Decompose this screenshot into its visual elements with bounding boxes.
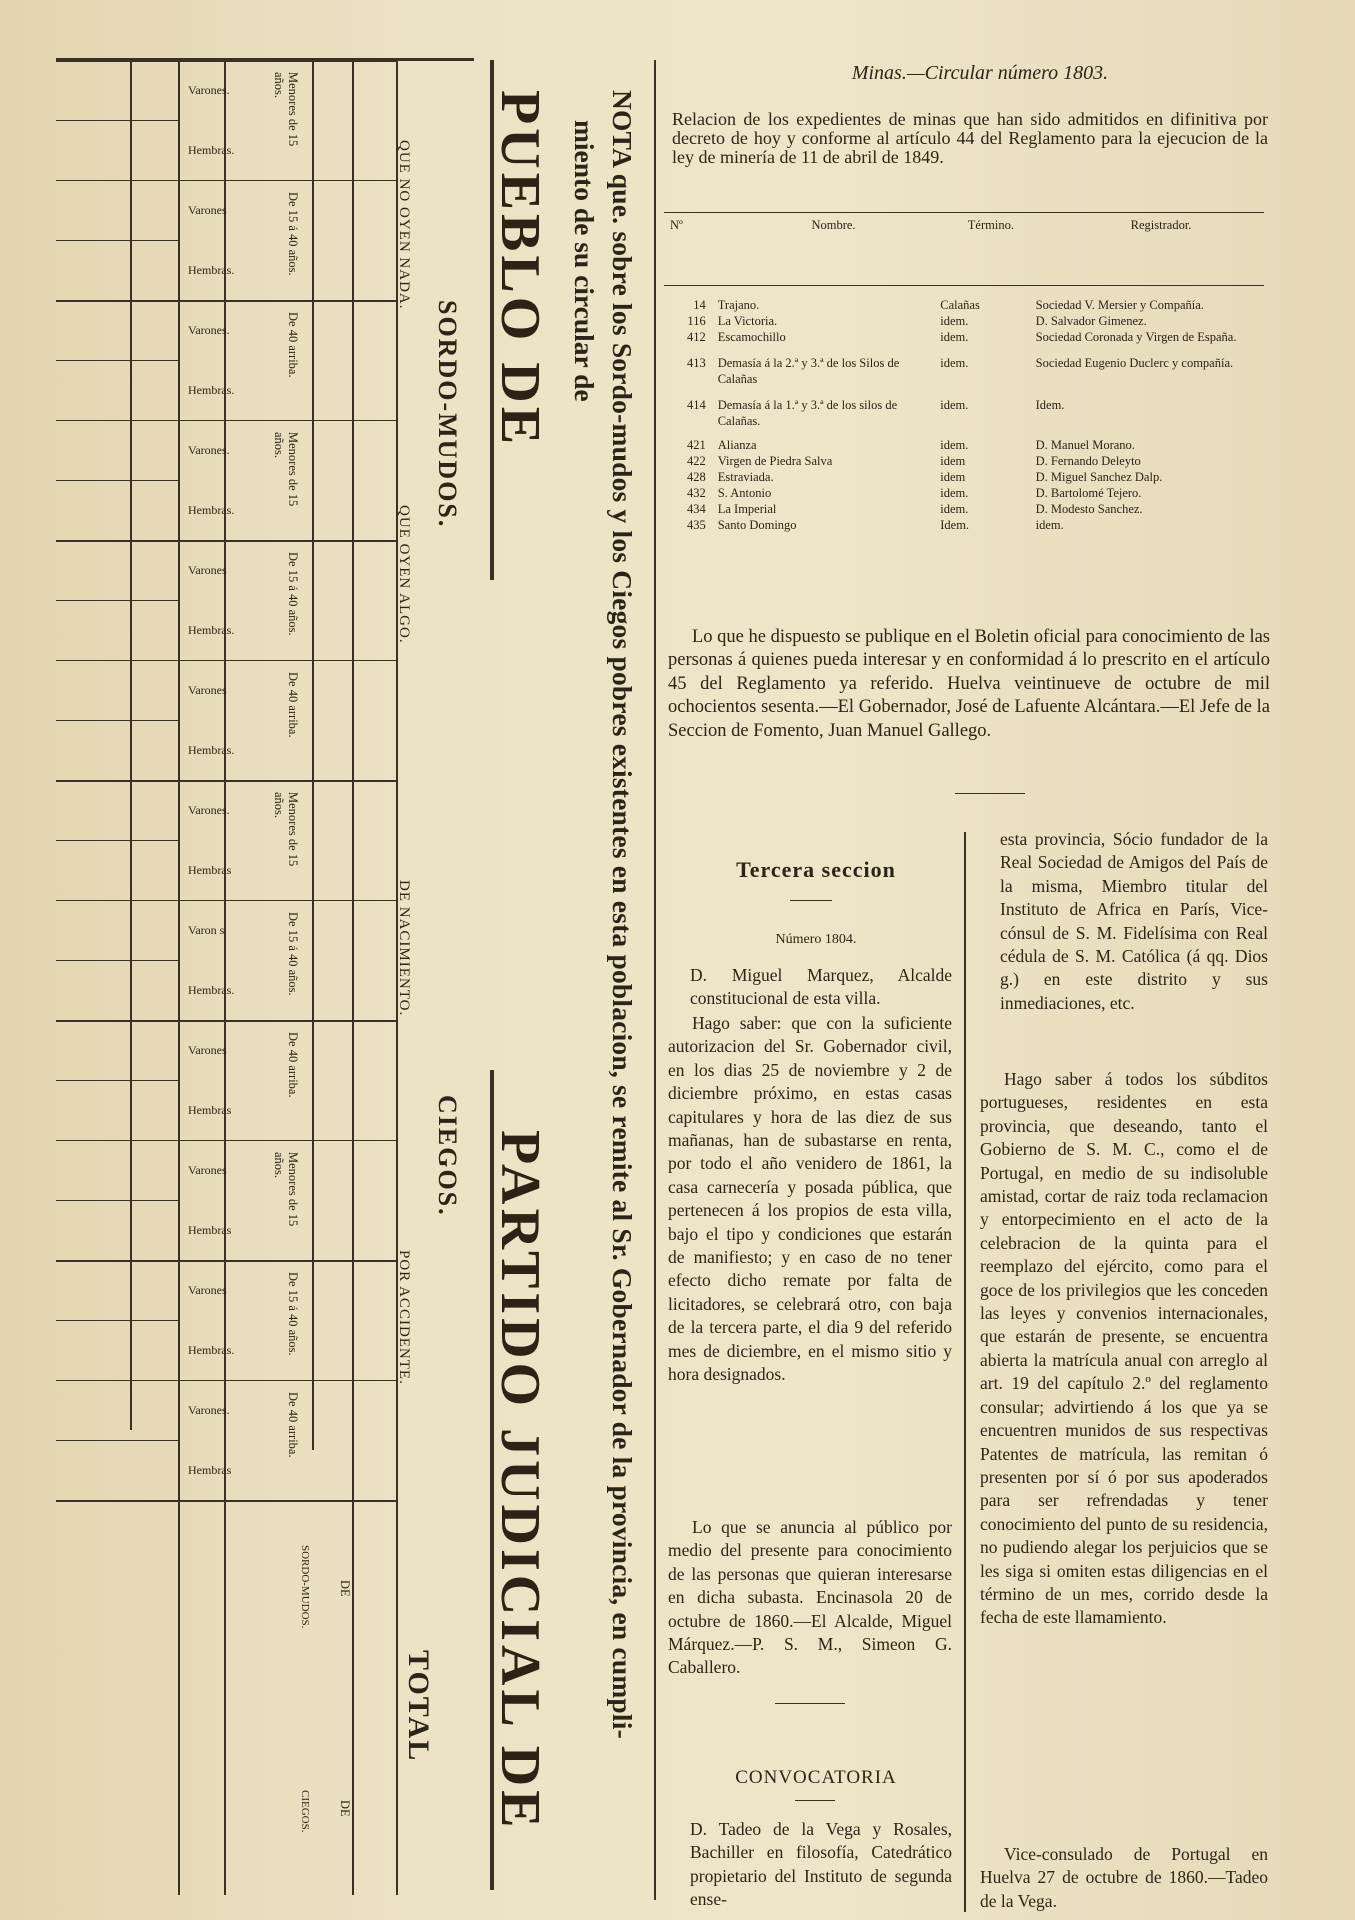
age-group-label: De 40 arriba. [286, 1392, 300, 1458]
grid-row-line [56, 1320, 180, 1321]
partido-title: PARTIDO JUDICIAL DE [489, 1130, 551, 1832]
right-p1: esta provincia, Sócio fundador de la Real Sociedad de Amigos del País de la misma, Miembro titular del Instituto de Africa en París, Vice-cónsul de S. M. Fidelísima con Real cédula de S. M. Católica (á qq. Dios g.) en este distrito y sus inmediaciones, etc. [1000, 829, 1268, 1013]
table-cell-termino: idem. [940, 438, 969, 452]
table-row-label: Hembras. [188, 143, 235, 157]
age-group-label: Menores de 15 años. [272, 1152, 300, 1227]
table-row-label: Hembras [188, 1463, 232, 1477]
table-cell-termino: idem. [940, 398, 969, 412]
tercera-heading: Tercera seccion [736, 857, 896, 882]
header-no: Nº [670, 218, 683, 232]
table-row [664, 330, 1284, 346]
table-cell-registrador: D. Salvador Gimenez. [1035, 314, 1147, 328]
table-cell-nombre: La Imperial [717, 502, 777, 516]
age-group-label: De 15 á 40 años. [286, 552, 300, 636]
table-row-label: Hembras [188, 1103, 232, 1117]
table-row-label: Varon s [188, 923, 225, 937]
table-cell-termino: idem [940, 454, 966, 468]
table-cell-n: 428 [686, 470, 706, 484]
table-row-label: Varones. [188, 83, 230, 97]
table-cell-registrador: idem. [1035, 518, 1064, 532]
grid-row-line [56, 420, 396, 421]
table-cell-n: 435 [686, 518, 706, 532]
table-cell-n: 422 [686, 454, 706, 468]
table-row-label: Varones [188, 1043, 227, 1057]
table-cell-termino: idem. [940, 486, 969, 500]
table-cell-termino: Calañas [940, 298, 980, 312]
table-cell-nombre: Santo Domingo [717, 518, 797, 532]
grid-row-line [56, 840, 180, 841]
nota-line-1: NOTA que. sobre los Sordo-mudos y los Ciegos pobres existentes en esta poblacion, se remite al Sr. Gobernador de la provincia, en cumpli- [607, 90, 638, 1739]
grid-row-line [56, 1440, 180, 1441]
tercera-p2: Hago saber: que con la suficiente autorizacion del Sr. Gobernador civil, en los dias 25 de noviembre y 2 de diciembre próximo, en estas casas capitulares y hora de las diez de sus mañanas, han de subastarse en renta, por todo el año venidero de 1861, la casa carnecería y posada pública, que pertenecen á los propios de esta villa, bajo el tipo y condiciones que estarán de manifiesto; y en caso de no tener efecto dicho remate por falta de licitadores, se celebrará otro, con baja de la tercera parte, el dia 9 del referido mes de diciembre, en el mismo sitio y hora designados. [668, 1013, 952, 1385]
de-label: DE [338, 1580, 352, 1597]
age-group-label: De 40 arriba. [286, 1032, 300, 1098]
table-cell-n: 434 [686, 502, 706, 516]
table-row-label: Hembras. [188, 263, 235, 277]
table-cell-n: 14 [693, 298, 706, 312]
total-ciegos-label: CIEGOS. [299, 1790, 311, 1833]
nota-line-2: miento de su circular de [569, 120, 600, 402]
table-row-label: Hembras. [188, 983, 235, 997]
table-cell-termino: Idem. [940, 518, 970, 532]
table-row-label: Hembras. [188, 383, 235, 397]
table-row-label: Varones [188, 563, 227, 577]
grid-col-line [352, 60, 354, 1895]
grid-row-line [56, 600, 180, 601]
table-row-label: Hembras. [188, 503, 235, 517]
table-cell-registrador: Sociedad Eugenio Duclerc y compañía. [1035, 356, 1234, 370]
grid-row-line [56, 1380, 396, 1381]
table-row-label: Hembras. [188, 743, 235, 757]
total-sordomudos-label: SORDO-MUDOS. [299, 1545, 311, 1629]
table-row [664, 518, 1284, 534]
ciegos-title: CIEGOS. [433, 1095, 462, 1217]
column-divider [964, 832, 966, 1912]
age-group-label: De 15 á 40 años. [286, 912, 300, 996]
tercera-p3: Lo que se anuncia al público por medio del presente para conocimiento de las personas que quieran interesarse en dicha subasta. Encinasola 20 de octubre de 1860.—El Alcalde, Miguel Márquez.—P. S. M., Simeon G. Caballero. [668, 1517, 952, 1678]
table-rule [664, 285, 1264, 286]
right-p2: Hago saber á todos los súbditos portugueses, residentes en esta provincia, que deseando, tanto el Gobierno de S. M. C., como el de Portugal, en medio de su indisoluble amistad, cortar de raiz toda reclamacion y entorpecimiento en el acto de la celebracion de la quinta para el reemplazo del ejército, como para el goce de los privilegios que les conceden las leyes y convenios internacionales, que estarán de presente, se encuentra abierta la matrícula anual con arreglo al art. 19 del capítulo 2.º del reglamento consular; advirtiendo á los que ya se encuentren munidos de sus respectivas Patentes de matrícula, las remitan ó presenten por sí ó por sus apoderados para ser refrendadas y tener conocimiento del punto de su residencia, no pudiendo alegar los perjuicios que se les siga si omiten estas diligencias en el término de un mes, corrido desde la fecha de este llamamiento. [980, 1069, 1268, 1628]
grid-row-line [56, 1140, 396, 1141]
de-nacimiento-label: DE NACIMIENTO. [396, 880, 412, 1017]
minas-heading: Minas.—Circular número 1803. [851, 62, 1109, 84]
minas-closing: Lo que he dispuesto se publique en el Boletin oficial para conocimiento de las personas á quienes pueda interesar y en conformidad á lo prescrito en el artículo 45 del Reglamento ya referido. Huelva veintinueve de octubre de mil ochocientos sesenta.—El Gobernador, José de Lafuente Alcántara.—El Jefe de la Seccion de Fomento, Juan Manuel Gallego. [668, 627, 1270, 741]
grid-row-line [56, 1020, 396, 1022]
grid-col-line [178, 60, 180, 1895]
table-cell-nombre: Alianza [717, 438, 757, 452]
table-row-label: Hembras. [188, 1343, 235, 1357]
table-cell-nombre: La Victoria. [717, 314, 778, 328]
age-group-label: De 40 arriba. [286, 672, 300, 738]
table-row-label: Hembras [188, 1223, 232, 1237]
table-row [664, 502, 1284, 518]
age-group-label: De 15 á 40 años. [286, 1272, 300, 1356]
table-cell-n: 421 [686, 438, 706, 452]
short-rule [775, 1703, 845, 1704]
total-title: TOTAL [402, 1650, 435, 1763]
column-divider [654, 60, 656, 1900]
table-cell-registrador: Sociedad V. Mersier y Compañía. [1035, 298, 1204, 312]
table-cell-registrador: Sociedad Coronada y Virgen de España. [1035, 330, 1237, 344]
grid-col-line [312, 60, 314, 1450]
table-cell-nombre: Demasía á la 2.ª y 3.ª de los Silos de Calañas [717, 356, 900, 386]
table-row [664, 470, 1284, 486]
header-termino: Término. [967, 218, 1014, 232]
grid-row-line [56, 480, 180, 481]
table-header [664, 218, 1284, 234]
table-row [664, 356, 1284, 387]
tercera-numero: Número 1804. [775, 932, 857, 947]
short-rule [795, 1800, 835, 1801]
grid-row-line [56, 1500, 396, 1502]
table-cell-termino: idem [940, 470, 966, 484]
grid-col-line [130, 60, 132, 1430]
right-p3: Vice-consulado de Portugal en Huelva 27 de octubre de 1860.—Tadeo de la Vega. [980, 1844, 1268, 1911]
grid-row-line [56, 360, 180, 361]
table-cell-nombre: Escamochillo [717, 330, 786, 344]
grid-row-line [56, 660, 396, 661]
grid-row-line [56, 780, 396, 782]
table-cell-registrador: D. Fernando Deleyto [1035, 454, 1141, 468]
grid-row-line [56, 720, 180, 721]
table-cell-registrador: D. Manuel Morano. [1035, 438, 1135, 452]
table-cell-nombre: Trajano. [717, 298, 760, 312]
table-cell-termino: idem. [940, 356, 969, 370]
short-rule [790, 900, 832, 901]
table-cell-nombre: S. Antonio [717, 486, 772, 500]
table-cell-registrador: D. Bartolomé Tejero. [1035, 486, 1142, 500]
header-registrador: Registrador. [1130, 218, 1192, 232]
table-row-label: Varones [188, 1163, 227, 1177]
table-row-label: Hembras [188, 863, 232, 877]
table-row [664, 486, 1284, 502]
table-row [664, 398, 1284, 429]
table-row-label: Varones. [188, 443, 230, 457]
grid-row-line [56, 60, 396, 62]
grid-row-line [56, 1260, 396, 1262]
table-row [664, 314, 1284, 330]
age-group-label: Menores de 15 años. [272, 72, 300, 147]
age-group-label: De 40 arriba. [286, 312, 300, 378]
table-cell-termino: idem. [940, 330, 969, 344]
table-rule [664, 212, 1264, 213]
table-cell-registrador: D. Miguel Sanchez Dalp. [1035, 470, 1163, 484]
grid-row-line [56, 1080, 180, 1081]
grid-row-line [56, 1200, 180, 1201]
por-accidente-label: POR ACCIDENTE. [396, 1250, 412, 1385]
convocatoria-heading: CONVOCATORIA [735, 1767, 897, 1788]
table-cell-n: 412 [686, 330, 706, 344]
age-group-label: Menores de 15 años. [272, 432, 300, 507]
table-row-label: Varones. [188, 1403, 230, 1417]
grid-row-line [56, 180, 396, 181]
que-oyen-algo-label: QUE OYEN ALGO. [396, 505, 412, 644]
convocatoria-p1: D. Tadeo de la Vega y Rosales, Bachiller en filosofía, Catedrático propietario del Instituto de segunda ense- [690, 1819, 952, 1910]
table-row [664, 454, 1284, 470]
grid-row-line [56, 240, 180, 241]
section-rule [955, 793, 1025, 794]
grid-row-line [56, 300, 396, 302]
table-row-label: Varones. [188, 323, 230, 337]
table-row [664, 438, 1284, 454]
age-group-label: Menores de 15 años. [272, 792, 300, 867]
grid-row-line [56, 900, 396, 901]
table-cell-n: 413 [686, 356, 706, 370]
tercera-p1: D. Miguel Marquez, Alcalde constitucional de esta villa. [690, 965, 952, 1009]
grid-row-line [56, 540, 396, 542]
table-row-label: Varones [188, 683, 227, 697]
age-group-label: De 15 á 40 años. [286, 192, 300, 276]
table-cell-termino: idem. [940, 314, 969, 328]
header-nombre: Nombre. [811, 218, 856, 232]
grid-row-line [56, 960, 180, 961]
minas-intro: Relacion de los expedientes de minas que han sido admitidos en difinitiva por decreto de hoy y conforme al artículo 44 del Reglamento para la ejecucion de la ley de minería de 11 de abril de 1849. [672, 109, 1268, 167]
pueblo-title: PUEBLO DE [489, 90, 551, 449]
que-no-oyen-label: QUE NO OYEN NADA. [396, 140, 412, 310]
table-cell-registrador: D. Modesto Sanchez. [1035, 502, 1143, 516]
table-cell-n: 432 [686, 486, 706, 500]
sordomudos-title: SORDO-MUDOS. [433, 300, 462, 529]
table-row-label: Varones [188, 1283, 227, 1297]
table-cell-nombre: Demasía á la 1.ª y 3.ª de los silos de Calañas. [717, 398, 898, 428]
de-label: DE [338, 1800, 352, 1817]
table-cell-n: 414 [686, 398, 706, 412]
table-row-label: Hembras. [188, 623, 235, 637]
table-cell-nombre: Virgen de Piedra Salva [717, 454, 833, 468]
table-row-label: Varones [188, 203, 227, 217]
table-row [664, 298, 1284, 314]
table-row-label: Varones. [188, 803, 230, 817]
table-cell-termino: idem. [940, 502, 969, 516]
table-cell-n: 116 [687, 314, 706, 328]
table-cell-registrador: Idem. [1035, 398, 1065, 412]
grid-row-line [56, 120, 180, 121]
table-cell-nombre: Estraviada. [717, 470, 774, 484]
